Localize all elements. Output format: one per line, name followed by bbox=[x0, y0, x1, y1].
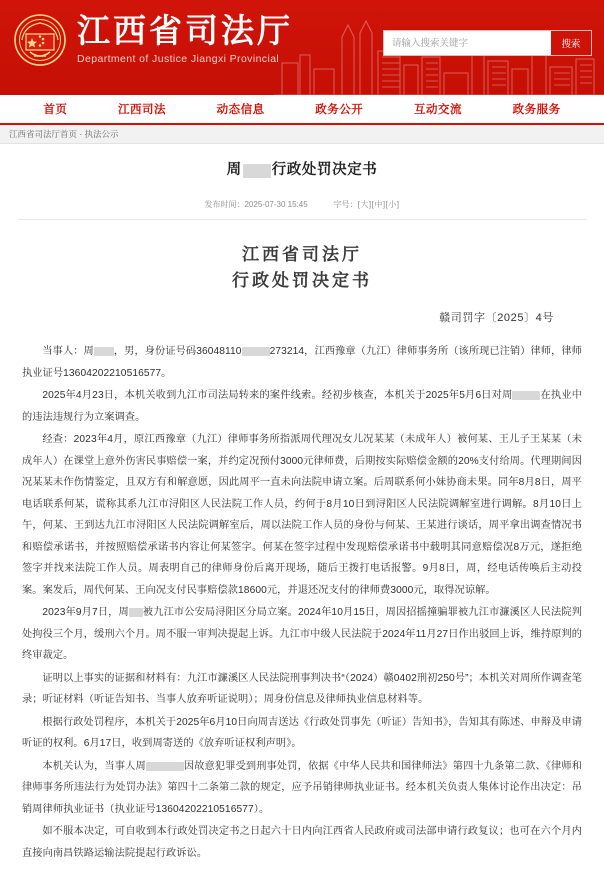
redacted-name-block bbox=[243, 164, 271, 177]
article-header bbox=[18, 144, 586, 220]
font-size-control[interactable] bbox=[334, 199, 400, 210]
article-meta bbox=[18, 199, 586, 210]
redacted-block bbox=[94, 347, 114, 356]
page-title bbox=[227, 160, 378, 182]
search-input[interactable] bbox=[384, 31, 551, 55]
search-bar[interactable] bbox=[383, 30, 592, 56]
publish-time bbox=[204, 199, 307, 210]
redacted-block bbox=[242, 347, 270, 356]
document-paragraph: 2025年4月23日，本机关收到九江市司法局转来的案件线索。经初步核查，本机关于2025年5月6日对周 在执业中的违法违规行为立案调查。 bbox=[22, 390, 582, 423]
nav-item-news[interactable]: 动态信息 bbox=[216, 104, 265, 116]
breadcrumb[interactable]: 江西省司法厅首页 · 执法公示 bbox=[9, 129, 119, 139]
search-button[interactable]: 搜索 bbox=[551, 31, 591, 55]
publish-time-label: 发布时间： bbox=[204, 199, 245, 209]
document-paragraph: 当事人：周 ，男，身份证号码36048110 273214，江西豫章（九江）律师事务所（该所现已注销）律师，律师执业证号13604202210516577。 bbox=[22, 346, 583, 379]
page-title-prefix: 周 bbox=[226, 162, 242, 178]
national-emblem-icon bbox=[14, 14, 66, 66]
nav-item-jiangxi-justice[interactable]: 江西司法 bbox=[117, 104, 166, 116]
redacted-block bbox=[146, 762, 184, 771]
document-title: 行政处罚决定书 bbox=[232, 271, 372, 291]
document-org-title: 江西省司法厅 bbox=[242, 244, 362, 264]
nav-item-gov-disclosure[interactable]: 政务公开 bbox=[315, 104, 364, 116]
nav-item-home[interactable]: 首页 bbox=[43, 104, 68, 116]
site-header bbox=[0, 0, 604, 95]
main-navigation[interactable] bbox=[0, 95, 604, 125]
document-number: 赣司罚字〔2025〕4号 bbox=[439, 312, 554, 325]
font-size-label: 字号： bbox=[333, 199, 358, 209]
font-size-options[interactable]: [大][中][小] bbox=[357, 199, 400, 209]
decision-document bbox=[18, 220, 586, 865]
nav-item-interaction[interactable]: 互动交流 bbox=[413, 104, 462, 116]
nav-item-gov-services[interactable]: 政务服务 bbox=[512, 104, 561, 116]
document-paragraph: 2023年9月7日，周 被九江市公安局浔阳区分局立案。2024年10月15日，周因招摇撞骗罪被九江市濂溪区人民法院判处拘役三个月，缓刑六个月。周不服一审判决提起上诉。九江市中级人民法院于2024年11月27日作出驳回上诉，维持原判的终审裁定。 bbox=[22, 607, 582, 662]
document-paragraph: 根据行政处罚程序，本机关于2025年6月10日向周吉送达《行政处罚事先（听证）告知书》，告知其有陈述、申辩及申请听证的权利。6月17日，收到周寄送的《放弃听证权利声明》。 bbox=[22, 716, 582, 750]
site-title-en: Department of Justice Jiangxi Provincial bbox=[77, 53, 280, 66]
redacted-block bbox=[512, 391, 540, 400]
document-paragraph: 经查：2023年4月，原江西豫章（九江）律师事务所指派周代理况女儿况某某（未成年人）被何某、王儿子王某某（未成年人）在课堂上意外伤害民事赔偿一案，并约定况预付3000元律师费，后期按实际赔偿金额的20%支付给周。代理期间因况某某未作伤情鉴定，且双方有和解意愿，因此周平一直未向法院申请立案。后周联系何小妹协商未果。同年8月8日，周平电话联系何某，谎称其系九江市浔阳区人民法院工作人员，约何于8月10日到浔阳区人民法院调解室进行调解。8月10日上午，何某、王到达九江市浔阳区人民法院调解室后，周以法院工作人员的身份与何某、王某进行谈话，周平拿出调查情况书和赔偿承诺书，并按照赔偿承诺书内容让何某签字。何某在签字过程中发现赔偿承诺书中载明其同意赔偿况8万元，遂拒绝签字并找来法院工作人员。周表明自己的律师身份后离开现场，随后王拨打电话报警。9月8日，周，经电话传唤后主动投案。案发后，周代何某、王向况支付民事赔偿款18600元，并退还况支付的律师费3000元，取得况谅解。 bbox=[22, 434, 582, 596]
site-title-cn: 江西省司法厅 bbox=[77, 14, 293, 51]
document-paragraph: 证明以上事实的证据和材料有：九江市濂溪区人民法院刑事判决书“（2024）赣0402刑初250号”；本机关对周所作调查笔录；听证材料（听证告知书、当事人放弃听证说明）；周身份信息及律师执业信息材料等。 bbox=[22, 672, 582, 706]
breadcrumb-bar bbox=[0, 125, 604, 144]
document-paragraph: 本机关认为，当事人周 因故意犯罪受到刑事处罚，依据《中华人民共和国律师法》第四十九条第二款、《律师和律师事务所违法行为处罚办法》第四十二条第二款的规定，应予吊销律师执业证书。经本机关负责人集体讨论作出决定：吊销周律师执业证书（执业证号13604202210516577）。 bbox=[22, 760, 583, 815]
redacted-block bbox=[129, 608, 143, 617]
page-content bbox=[0, 144, 604, 864]
city-skyline-decoration bbox=[274, 17, 604, 95]
publish-time-value: 2025-07-30 15:45 bbox=[244, 199, 308, 209]
page-title-suffix: 行政处罚决定书 bbox=[271, 162, 378, 178]
site-brand[interactable] bbox=[14, 14, 293, 66]
document-paragraph: 如不服本决定，可自收到本行政处罚决定书之日起六十日内向江西省人民政府或司法部申请行政复议；也可在六个月内直接向南昌铁路运输法院提起行政诉讼。 bbox=[22, 826, 582, 859]
document-body bbox=[22, 341, 582, 864]
